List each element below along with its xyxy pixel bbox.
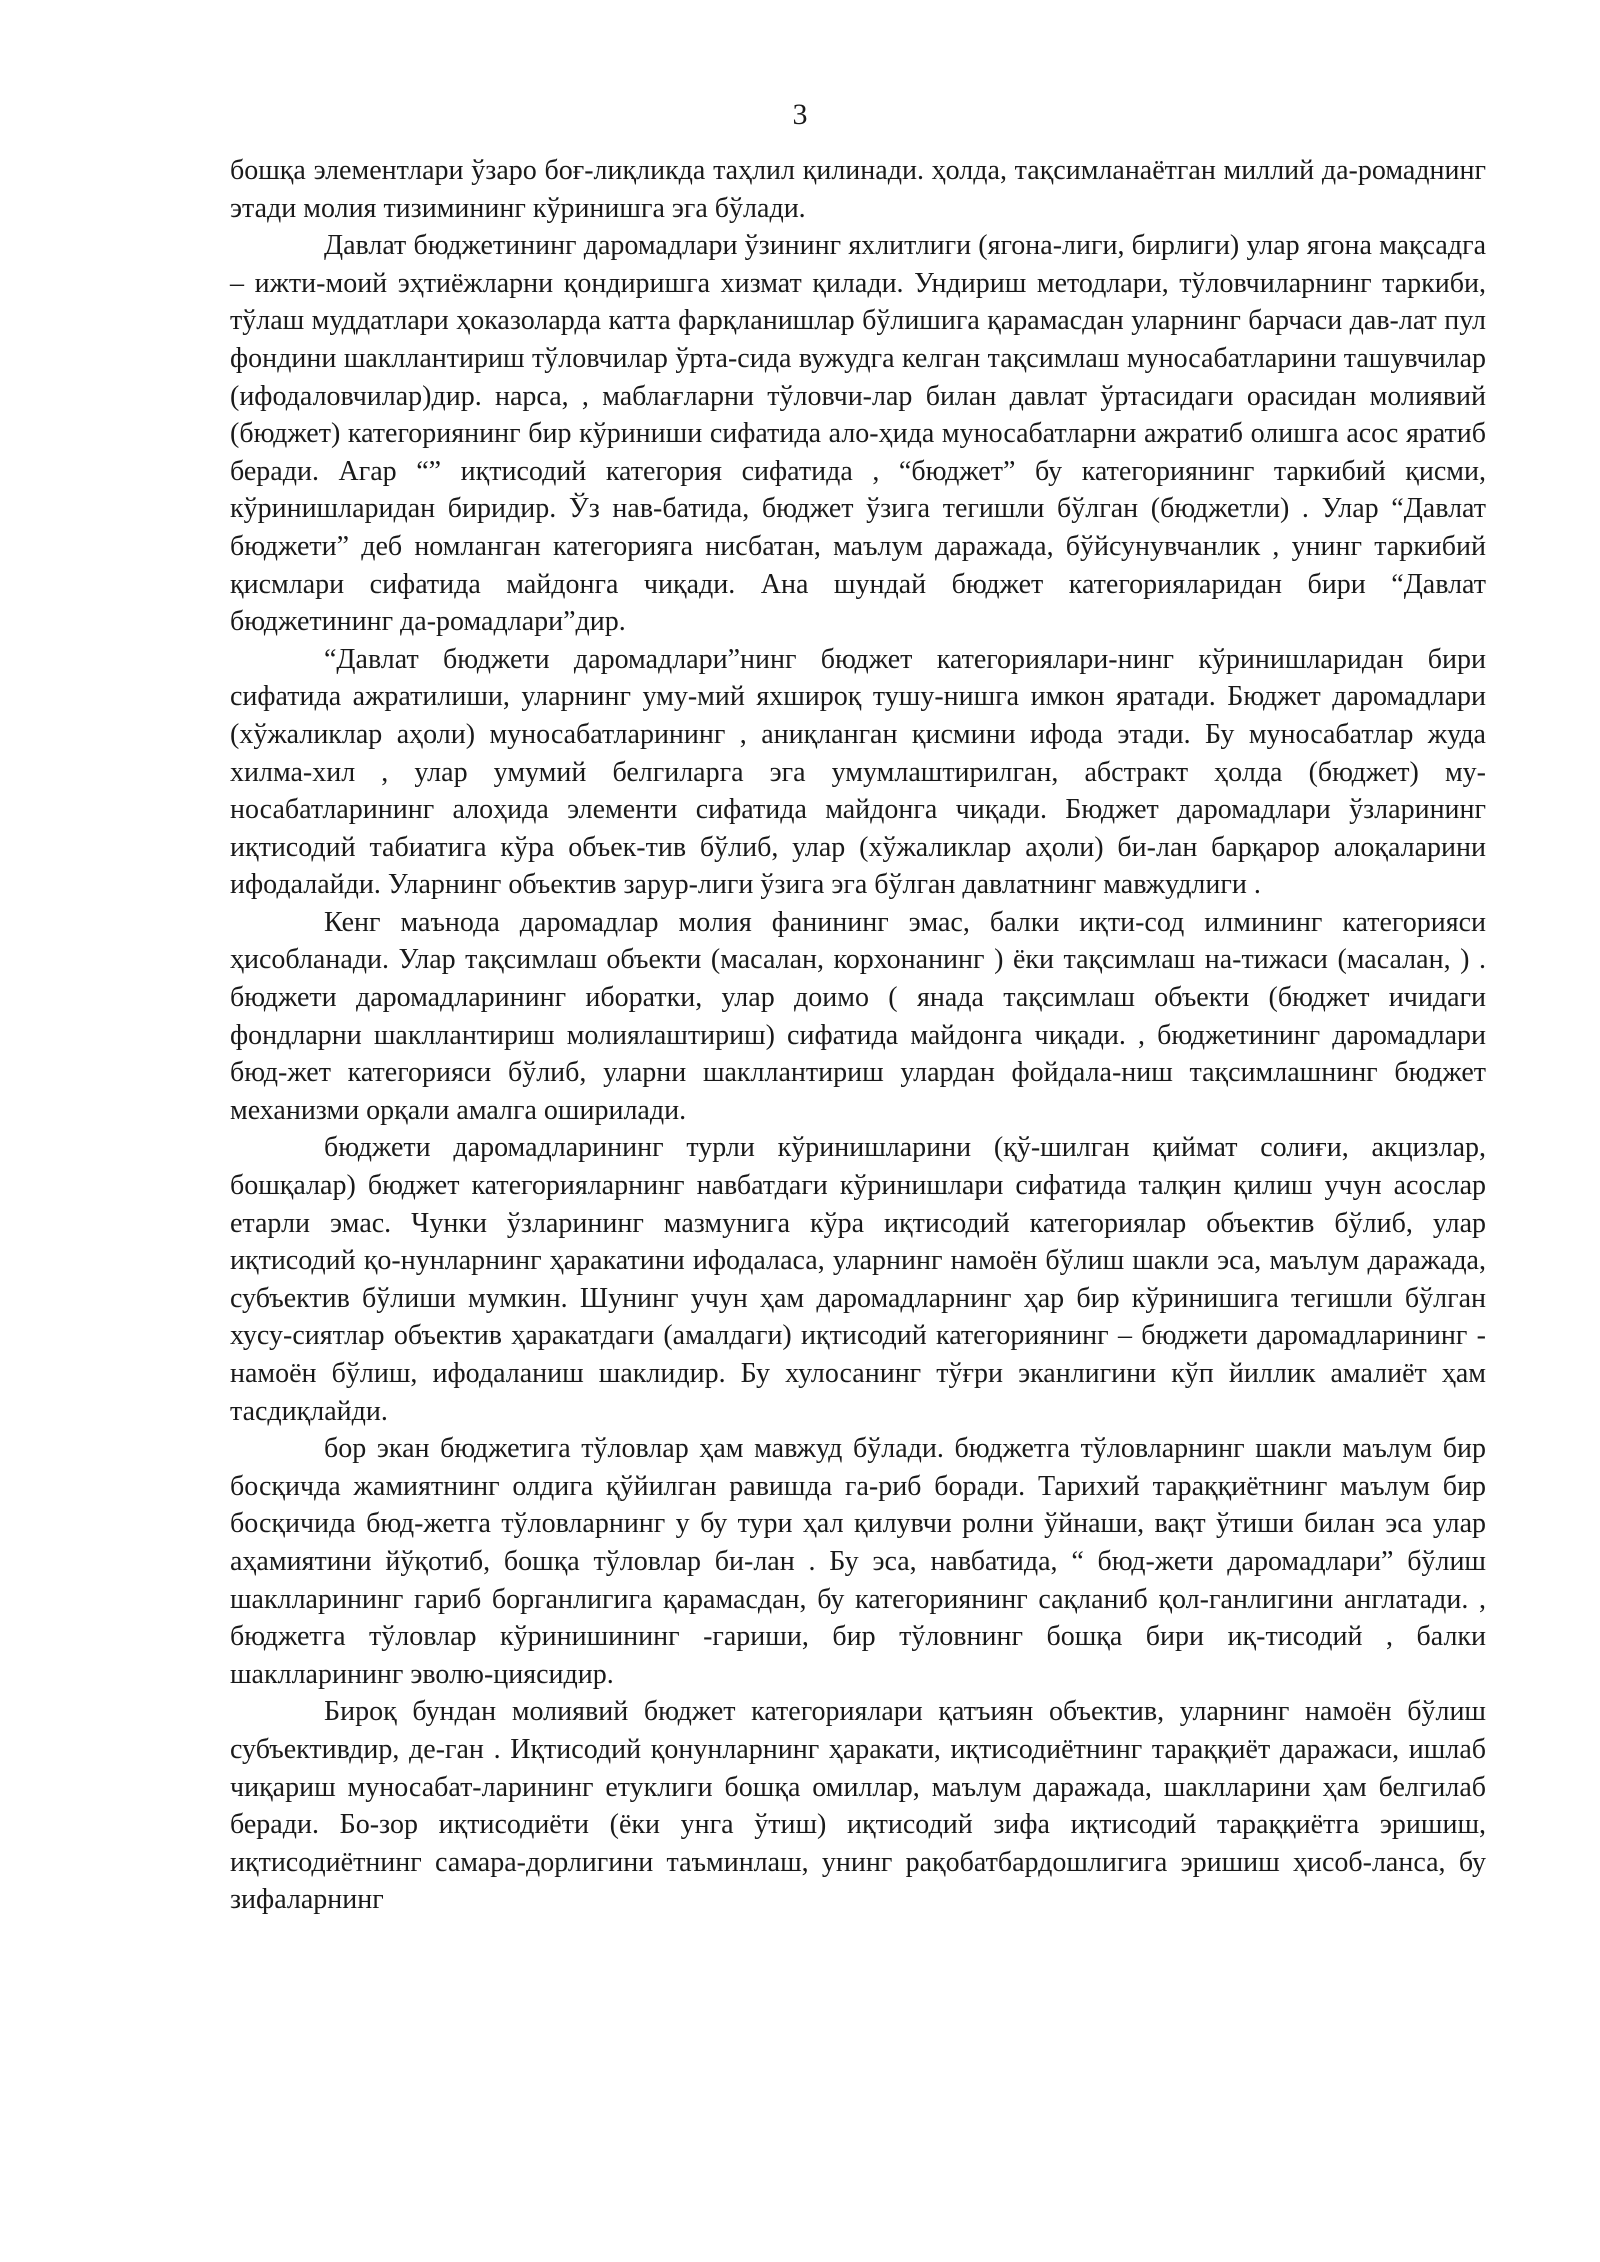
document-body — [230, 152, 1486, 1919]
paragraph: бор экан бюджетига тўловлар ҳам мавжуд бўлади. бюджетга тўловларнинг шакли маълум бир босқичда жамиятнинг олдига қўйилган равишда га-риб боради. Тарихий тараққиётнинг маълум бир босқичида бюд-жетга тўловларнинг у бу тури ҳал қилувчи ролни ўйнаши, вақт ўтиши билан эса улар аҳамиятини йўқотиб, бошқа тўловлар би-лан . Бу эса, навбатида, “ бюд-жети даромадлари” бўлиш шаклларининг гариб борганлигига қарамасдан, бу категориянинг сақланиб қол-ганлигини англатади. , бюджетга тўловлар кўринишининг -гариши, бир тўловнинг бошқа бири иқ-тисодий , балки шаклларининг эволю-циясидир. — [230, 1433, 1486, 1690]
paragraph: “Давлат бюджети даромадлари”нинг бюджет категориялари-нинг кўринишларидан бири сифатида ажратилиши, уларнинг уму-мий яхшироқ тушу-нишга имкон яратади. Бюджет даромадлари (хўжаликлар аҳоли) муносабатларининг , аниқланган қисмини ифода этади. Бу муносабатлар жуда хилма-хил , улар умумий белгиларга эга умумлаштирилган, абстракт ҳолда (бюджет) му-носабатларининг алоҳида элементи сифатида майдонга чиқади. Бюджет даромадлари ўзларининг иқтисодий табиатига кўра объек-тив бўлиб, улар (хўжаликлар аҳоли) би-лан барқарор алоқаларини ифодалайди. Уларнинг объектив зарур-лиги ўзига эга бўлган давлатнинг мавжудлиги . — [230, 643, 1486, 901]
paragraph: Бироқ бундан молиявий бюджет категориялари қатъиян объектив, уларнинг намоён бўлиш субъективдир, де-ган . Иқтисодий қонунларнинг ҳаракати, иқтисодиётнинг тараққиёт даражаси, ишлаб чиқариш муносабат-ларининг етуклиги бошқа омиллар, маълум даражада, шаклларини ҳам белгилаб беради. Бо-зор иқтисодиёти (ёки унга ўтиш) иқтисодий зифа иқтисодий тараққиётга эришиш, иқтисодиётнинг самара-дорлигини таъминлаш, унинг рақобатбардошлигига эришиш ҳисоб-ланса, бу зифаларнинг — [230, 1696, 1486, 1916]
page-number: 3 — [792, 98, 808, 131]
paragraph: Давлат бюджетининг даромадлари ўзининг яхлитлиги (ягона-лиги, бирлиги) улар ягона мақсадга – ижти-моий эҳтиёжларни қондиришга хизмат қилади. Ундириш методлари, тўловчиларнинг таркиби, тўлаш муддатлари ҳоказоларда катта фарқланишлар бўлишига қарамасдан уларнинг барчаси дав-лат пул фондини шакллантириш тўловчилар ўрта-сида вужудга келган тақсимлаш муносабатларини ташувчилар (ифодаловчилар)дир. нарса, , маблағларни тўловчи-лар билан давлат ўртасидаги орасидан молиявий (бюджет) категориянинг бир кўриниши сифатида ало-ҳида муносабатларни ажратиб олишга асос яратиб беради. Агар “” иқтисодий категория сифатида , “бюджет” бу категориянинг таркибий қисми, кўринишларидан биридир. Ўз нав-батида, бюджет ўзига тегишли бўлган (бюджетли) . Улар “Давлат бюджети” деб номланган категорияга нисбатан, маълум даражада, бўйсунувчанлик , унинг таркибий қисмлари сифатида майдонга чиқади. Ана шундай бюджет категорияларидан бири “Давлат бюджетининг да-ромадлари”дир. — [230, 230, 1486, 638]
paragraph: Кенг маънода даромадлар молия фанининг эмас, балки иқти-сод илмининг категорияси ҳисобланади. Улар тақсимлаш объекти (масалан, корхонанинг ) ёки тақсимлаш на-тижаси (масалан, ) . бюджети даромадларининг иборатки, улар доимо ( янада тақсимлаш объекти (бюджет ичидаги фондларни шакллантириш молиялаштириш) сифатида майдонга чиқади. , бюджетининг даромадлари бюд-жет категорияси бўлиб, уларни шакллантириш улардан фойдала-ниш тақсимлашнинг бюджет механизми орқали амалга оширилади. — [230, 906, 1486, 1126]
paragraph: бюджети даромадларининг турли кўринишларини (қў-шилган қиймат солиғи, акцизлар, бошқалар) бюджет категорияларнинг навбатдаги кўринишлари сифатида талқин қилиш учун асослар етарли эмас. Чунки ўзларининг мазмунига кўра иқтисодий категориялар объектив бўлиб, улар иқтисодий қо-нунларнинг ҳаракатини ифодаласа, уларнинг намоён бўлиш шакли эса, маълум даражада, субъектив бўлиши мумкин. Шунинг учун ҳам даромадларнинг ҳар бир кўринишига тегишли бўлган хусу-сиятлар объектив ҳаракатдаги (амалдаги) иқтисодий категориянинг – бюджети даромадларининг - намоён бўлиш, ифодаланиш шаклидир. Бу хулосанинг тўғри эканлигини кўп йиллик амалиёт ҳам тасдиқлайди. — [230, 1132, 1486, 1427]
paragraph: бошқа элементлари ўзаро боғ-лиқликда таҳлил қилинади. ҳолда, тақсимланаётган миллий да-ромаднинг этади молия тизимининг кўринишга эга бўлади. — [230, 155, 1486, 224]
